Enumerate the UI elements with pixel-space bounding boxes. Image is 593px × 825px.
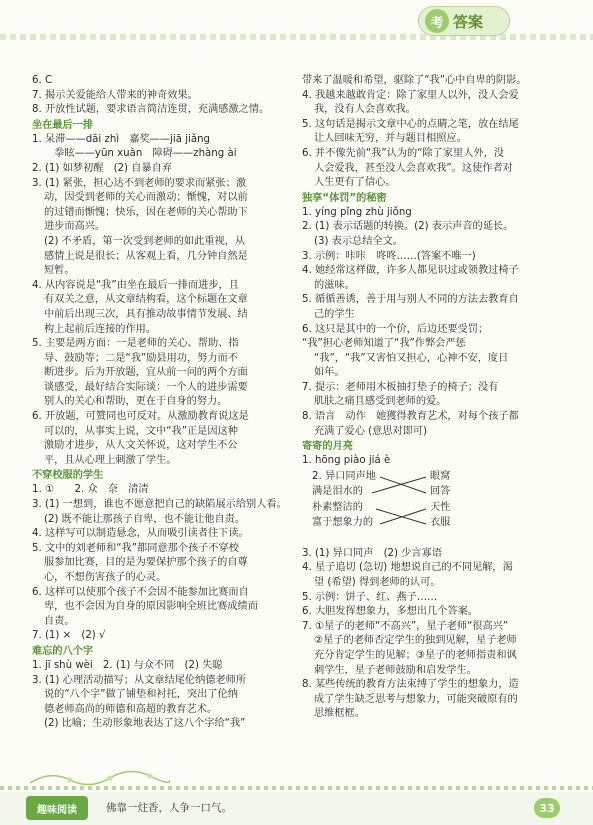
answer-line: 激励才进步，从人文关怀说，这对学生不公: [44, 440, 238, 452]
header-band: [0, 34, 593, 40]
answer-line: 进步而高兴。: [44, 221, 106, 233]
answer-line: 断进步。后为开放题，宜从前一问的两个方面: [44, 367, 248, 379]
page-number: 33: [534, 798, 560, 818]
answer-line: 5. 这句话是揭示文章中心的点睛之笔，放在结尾: [302, 118, 519, 130]
answer-line: 3. (1) 异口同声 (2) 少言寡语: [302, 547, 442, 559]
answer-line: 肌肤之痛且感受到老师的爱。: [314, 396, 447, 408]
badge-circle: 考: [425, 9, 449, 33]
answer-line: 心，不想伤害孩子的心灵。: [44, 572, 167, 583]
right-column-bottom: [302, 547, 564, 722]
answer-line: 4. 她经常这样做，许多人都见识过或领教过椅子: [302, 265, 519, 277]
answer-line: 4. 星子追切 (急切) 地想说自己的不同见解，渴: [302, 562, 513, 574]
section-heading: 难忘的八个字: [32, 645, 94, 657]
answer-line: 1. hōng piào jiá è: [302, 455, 391, 467]
answer-line: 我，没有人会喜欢我。: [314, 104, 416, 116]
match-left-item: 富于想象力的: [312, 517, 374, 529]
answer-line: (2) 既不能让那孩子自卑，也不能让他自责。: [44, 513, 246, 525]
answer-line: 说的“八个字”做了铺垫和衬托，突出了伦纳: [44, 689, 238, 701]
badge-title: 答案: [453, 12, 484, 31]
answer-line: 5. 主要是两方面：一是老师的关心、帮助、指: [32, 338, 239, 350]
section-heading: 不穿校服的学生: [32, 470, 104, 482]
answer-line: 有双关之意，从文章结构看，这个标题在文章: [44, 294, 248, 306]
answer-line: 谈感受，最好结合实际谈：一个人的进步需要: [44, 381, 248, 393]
answer-line: 卑，也不会因为自身的原因影响全班比赛成绩而: [44, 601, 258, 613]
answer-line: 可以的，从事实上说，文中“我”正是因这种: [44, 425, 238, 437]
answer-line: 1. 呆滞——dāi zhì 嘉奖——jiā jiǎng: [32, 133, 211, 145]
match-right-item: 眼窝: [430, 470, 451, 482]
match-left-item: 满是泪水的: [312, 486, 363, 498]
answer-line: 让人回味无穷，并与题目相照应。: [314, 133, 467, 145]
answer-line: 1. jī shù wèi 2. (1) 与众不同 (2) 失聪: [32, 659, 223, 671]
answer-line: 5. 循循善诱，善于用与别人不同的方法去教育自: [302, 294, 519, 306]
answer-line: 服参加比赛，目的是为要保护那个孩子的自尊: [44, 557, 248, 569]
section-heading: 独享“体罚”的秘密: [302, 192, 387, 204]
footer-dots: [0, 786, 593, 790]
answer-line: 4. 从内容说是“我”由坐在最后一排而进步，且: [32, 279, 239, 291]
answer-line: 6. 这样可以使那个孩子不会因不能参加比赛而自: [32, 586, 249, 598]
answer-line: 7. 揭示关爱能给人带来的神奇效果。: [32, 89, 198, 101]
answer-line: 3. (1) 一想到，谁也不愿意把自己的缺陷展示给别人看。: [32, 499, 287, 511]
answer-line: 思维框框。: [314, 708, 365, 720]
vine-decoration: [30, 768, 170, 788]
answer-line: 中前后出现三次，具有推动故事情节发展、结: [44, 308, 248, 320]
answer-line: 5. 示例：饼子、红、燕子……: [302, 591, 438, 603]
answer-line: 动，因受到老师的关心而激动；惭愧，对以前: [44, 192, 248, 204]
answer-line: 带来了温暖和希望，驱除了“我”心中自卑的阴影。: [302, 75, 527, 86]
answer-line: 充满了爱心 (意思对即可): [314, 425, 428, 437]
answer-line: 自责。: [44, 615, 75, 627]
answer-line: 3. (1) 心理活动描写；从文章结尾伦纳德老师所: [32, 674, 247, 686]
match-left-item: 朴素整洁的: [312, 501, 363, 513]
answer-line: 8. 语言 动作 她獲得教育艺术，对每个孩子都: [302, 411, 519, 423]
answer-line: (3) 表示总结全文。: [314, 235, 403, 247]
answer-line: 成了学生缺乏思考与想象力，可能突破原有的: [314, 693, 518, 705]
answer-line: 6. C: [32, 75, 53, 86]
match-right-item: 天性: [430, 501, 451, 513]
answer-line: 7. 提示：老师用木板抽打垫子的椅子；没有: [302, 381, 499, 393]
answer-line: 别人的关心和帮助，更在于自身的努力。: [44, 396, 228, 408]
answer-line: 8. 开放性试题，要求语言简洁连贯，充满感激之情。: [32, 104, 270, 116]
match-right-item: 回答: [430, 486, 451, 498]
answer-line: 的过错而惭愧；快乐，因在老师的关心帮助下: [44, 206, 248, 218]
answer-line: 6. 大胆发挥想象力，多想出几个答案。: [302, 606, 478, 618]
answer-line: 短暂。: [44, 265, 75, 277]
answer-line: 6. 并不像先前“我”认为的“除了家里人外，没: [302, 147, 504, 159]
answer-line: 充分肯定学生的见解；③星子的老师指责和讽: [314, 650, 517, 661]
answer-line: “我”，“我”又害怕又担心，心神不安，度日: [314, 352, 509, 364]
answer-line: 6. 开放题，可赞同也可反对。从激励教育说这是: [32, 411, 249, 423]
answer-line: 7. ①星子的老师“不高兴”，星子老师“很高兴”: [302, 620, 509, 632]
right-column-top: [302, 74, 564, 469]
answer-line: 1. yíng pǐng zhù jiǒng: [302, 206, 412, 218]
answer-line: 感情上说是很长；从客观上看，几分钟自然是: [44, 250, 248, 262]
answer-line: 2. (1) 表示话题的转换。(2) 表示声音的延长。: [302, 221, 514, 233]
answer-line: 如年。: [314, 367, 345, 379]
answer-line: 构上起前后连接的作用。: [44, 323, 157, 335]
answer-line: 6. 这只是其中的一个价，后边还要受罚；: [302, 323, 489, 335]
answer-line: 刺学生，星子老师鼓励和启发学生。: [314, 664, 477, 676]
header-decoration: [0, 0, 593, 60]
answer-line: “我”担心老师知道了“我”作弊会严惩: [302, 338, 466, 350]
answer-line: 1. ① 2. 众 奈 清清: [32, 484, 149, 496]
answer-line: 4. 我越来越敢肯定：除了家里人以外，没人会爱: [302, 89, 519, 101]
answer-line: 4. 这样写可以制造悬念，从而吸引读者往下读。: [32, 528, 249, 540]
answer-line: 2. (1) 如梦初醒 (2) 自暴自弃: [32, 162, 172, 174]
answer-line: 的滋味。: [314, 279, 355, 291]
left-column: [32, 74, 290, 732]
header-badge: [418, 6, 510, 36]
match-left-item: 2. 异口同声地: [312, 470, 376, 482]
answer-line: 德老师高尚的师德和高超的教育艺术。: [44, 703, 218, 715]
answer-line: 导、鼓励等；二是“我”励县用功，努力而不: [44, 352, 238, 364]
answer-line: 3. 示例：咔咔 咚咚……(答案不唯一): [302, 250, 476, 262]
answer-line: (2) 比喻；生动形象地表达了这八个字给“我”: [44, 718, 246, 730]
footer-tag: 趣味阅读: [26, 796, 88, 820]
footer-quote: 佛靠一炷香，人争一口气。: [106, 802, 232, 814]
answer-line: 3. (1) 紧张，担心达不到老师的要求而紧张；激: [32, 177, 247, 189]
section-heading: 坐在最后一排: [32, 119, 94, 131]
footer-bar: [0, 792, 593, 825]
right-column: [302, 74, 564, 722]
answer-line: 人会爱我，甚至没人会喜欢我”。这使作者对: [314, 162, 513, 174]
answer-line: 己的学生: [314, 308, 355, 320]
answer-line: 8. 某些传统的教育方法束缚了学生的想象力，造: [302, 679, 519, 691]
answer-line: (2) 不矛盾，第一次受到老师的如此重视，从: [44, 235, 246, 247]
answer-line: 平，且从心理上刺激了学生。: [44, 454, 177, 466]
answer-line: 望 (希望) 得到老师的认可。: [314, 577, 441, 589]
answer-line: 拳眩——yūn xuàn 障碍——zhàng ài: [44, 148, 237, 160]
answer-line: 5. 文中的刘老师和“我”都同意那个孩子不穿校: [32, 542, 239, 554]
answer-line: ②星子的老师否定学生的独到见解，星子老师: [314, 635, 517, 647]
section-heading: 寄寄的月亮: [302, 441, 353, 453]
answer-line: 7. (1) × (2) √: [32, 630, 106, 642]
answer-line: 人生更有了信心。: [314, 177, 396, 189]
matching-exercise: [302, 469, 564, 547]
match-right-item: 衣服: [430, 517, 451, 529]
